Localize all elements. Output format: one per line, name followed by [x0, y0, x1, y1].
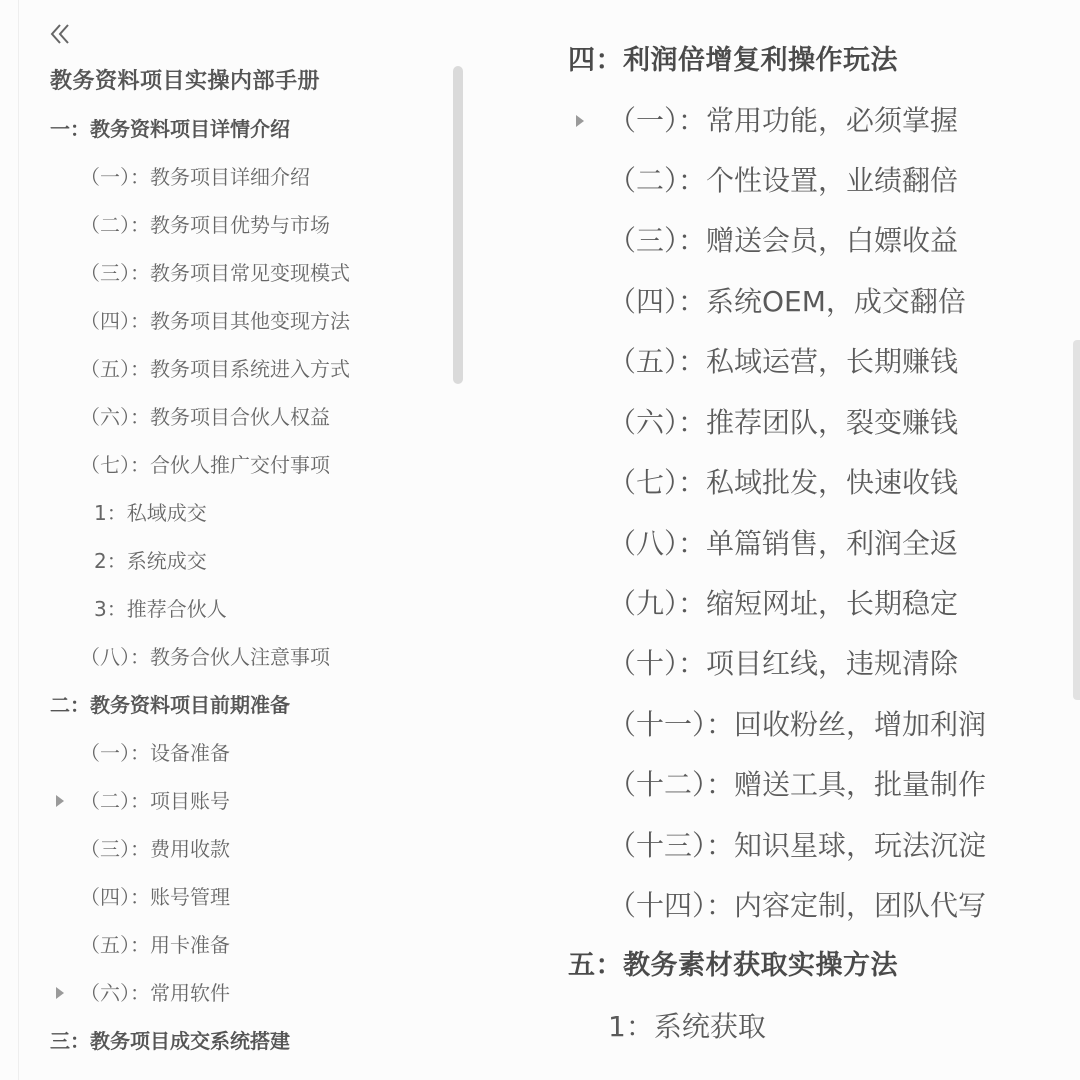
content-item[interactable]: （五）：私域运营，长期赚钱 [608, 345, 959, 378]
content-item[interactable]: （四）：系统OEM，成交翻倍 [608, 285, 966, 318]
outline-section-heading[interactable]: 三：教务项目成交系统搭建 [50, 1029, 290, 1053]
outline-item[interactable]: （三）：费用收款 [80, 837, 230, 861]
content-item[interactable]: （十四）：内容定制，团队代写 [608, 889, 987, 922]
outline-item[interactable]: （六）：常用软件 [80, 981, 230, 1005]
outline-item[interactable]: 1：私域成交 [94, 501, 207, 525]
outline-item[interactable]: （二）：教务项目优势与市场 [80, 213, 330, 237]
outline-item[interactable]: （六）：教务项目合伙人权益 [80, 405, 330, 429]
content-scrollbar[interactable] [1073, 340, 1080, 700]
collapse-sidebar-button[interactable] [46, 20, 74, 48]
content-item[interactable]: （九）：缩短网址，长期稳定 [608, 587, 959, 620]
content-item[interactable]: （六）：推荐团队，裂变赚钱 [608, 406, 959, 439]
outline-item[interactable]: （五）：用卡准备 [80, 933, 230, 957]
content-item[interactable]: （十三）：知识星球，玩法沉淀 [608, 829, 987, 862]
content-section-heading[interactable]: 四：利润倍增复利操作玩法 [568, 45, 898, 76]
outline-section-heading[interactable]: 二：教务资料项目前期准备 [50, 693, 290, 717]
content-item[interactable]: （一）：常用功能，必须掌握 [608, 104, 959, 137]
outline-item[interactable]: （一）：设备准备 [80, 741, 230, 765]
content-section-heading[interactable]: 五：教务素材获取实操方法 [568, 950, 898, 981]
outline-item[interactable]: （五）：教务项目系统进入方式 [80, 357, 350, 381]
expand-arrow-icon[interactable] [56, 795, 64, 807]
outline-section-heading[interactable]: 一：教务资料项目详情介绍 [50, 117, 290, 141]
content-item[interactable]: （十）：项目红线，违规清除 [608, 647, 959, 680]
content-item[interactable]: （二）：个性设置，业绩翻倍 [608, 164, 959, 197]
content-outline [520, 0, 1080, 1080]
content-item[interactable]: 1：系统获取 [608, 1010, 766, 1043]
outline-item[interactable]: （四）：账号管理 [80, 885, 230, 909]
expand-arrow-icon[interactable] [56, 987, 64, 999]
outline-scrollbar[interactable] [453, 66, 463, 384]
document-title: 教务资料项目实操内部手册 [50, 69, 321, 94]
outline-item[interactable]: 2：系统成交 [94, 549, 207, 573]
expand-arrow-icon[interactable] [576, 115, 584, 127]
content-item[interactable]: （十二）：赠送工具，批量制作 [608, 768, 987, 801]
content-item[interactable]: （七）：私域批发，快速收钱 [608, 466, 959, 499]
outline-sidebar [0, 0, 470, 1080]
panel-divider [18, 0, 19, 1080]
outline-item[interactable]: 3：推荐合伙人 [94, 597, 227, 621]
content-item[interactable]: （三）：赠送会员，白嫖收益 [608, 224, 959, 257]
outline-item[interactable]: （八）：教务合伙人注意事项 [80, 645, 330, 669]
double-chevron-left-icon [46, 20, 74, 48]
outline-item[interactable]: （三）：教务项目常见变现模式 [80, 261, 350, 285]
outline-item[interactable]: （一）：教务项目详细介绍 [80, 165, 310, 189]
outline-item[interactable]: （四）：教务项目其他变现方法 [80, 309, 350, 333]
content-item[interactable]: （八）：单篇销售，利润全返 [608, 527, 959, 560]
outline-item[interactable]: （二）：项目账号 [80, 789, 230, 813]
content-item[interactable]: （十一）：回收粉丝，增加利润 [608, 708, 987, 741]
outline-item[interactable]: （七）：合伙人推广交付事项 [80, 453, 330, 477]
